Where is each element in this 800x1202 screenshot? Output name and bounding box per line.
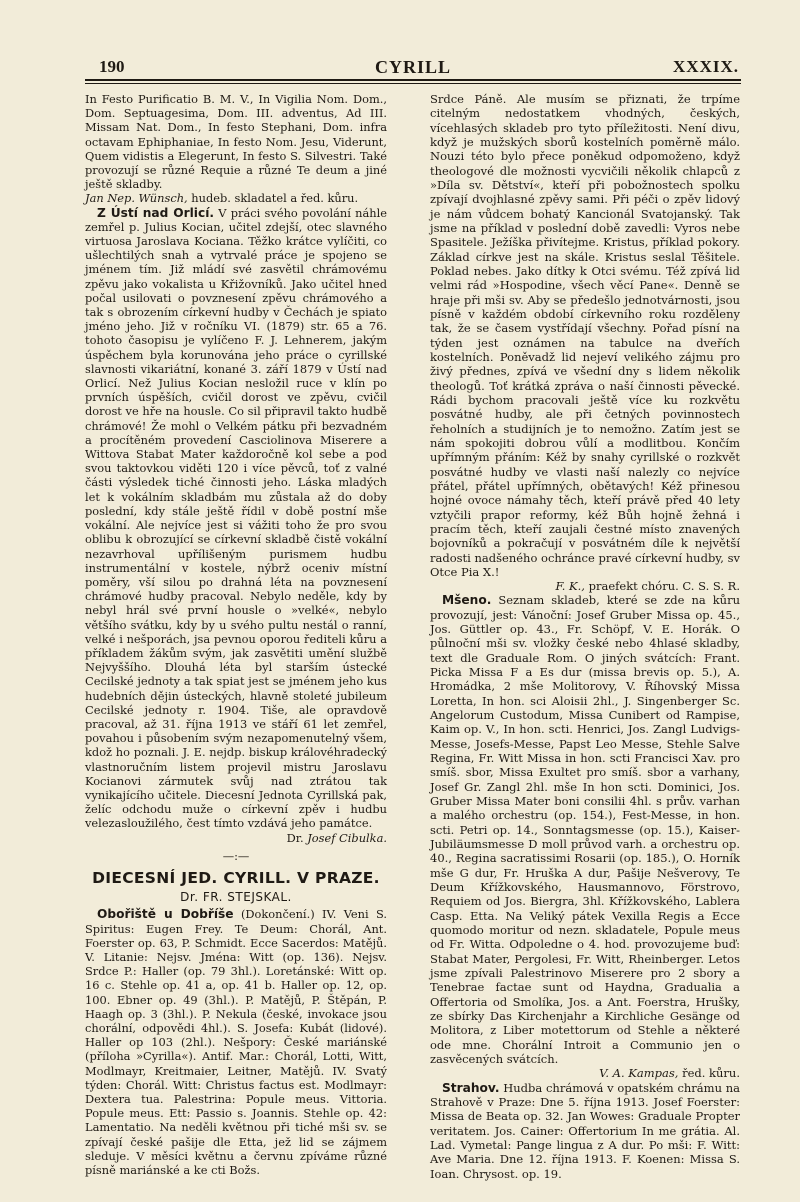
header-rule-thick <box>85 79 741 81</box>
signature-name: Josef Cibulka. <box>307 830 387 845</box>
signature-name: V. A. Kampas, <box>599 1066 679 1081</box>
left-paragraph-2 <box>85 206 387 831</box>
left-signature-2 <box>85 831 387 845</box>
signature-role: hudeb. skladatel a řed. kůru. <box>187 191 359 206</box>
right-paragraph-2 <box>430 593 740 1066</box>
right-signature-2 <box>430 1066 740 1080</box>
report-heading-oboriste: Obořiště u Dobříše <box>97 907 234 922</box>
left-paragraph-1: In Festo Purificatio B. M. V., In Vigilia Nom. Dom., Dom. Septuagesima, Dom. III. adventus, Ad III. Missam Nat. Dom., In festo Stephani, Dom. infra octavam Ephiphaniae, In festo Nom. Jesu, Viderunt, Quem vidistis a Elegerunt, In festo S. Silvestri. Také provozují se různé Requie a různé Te deum a jiné ještě skladby. <box>85 92 387 192</box>
report-text-usti: V práci svého povolání náhle zemřel p. Julius Kocian, učitel zdejší, otec slavného virtuosa Jaroslava Kociana. Těžko krátce vylíčiti, co ušlechtilých snah a vytrvalé práce je spojeno se jménem tím. Již mládí své zasvětil chrámovému zpěvu jako vokalista u Křižovníků. Jako učitel hned počal usilovati o povznesení zpěvu chrámového a tak s obrozením církevní hudby v Čechách je spiato jméno jeho. Již v ročníku VI. (1879) str. 65 a 76. tohoto časopisu je vylíčeno F. J. Lehnerem, jakým úspěchem byla korunována jeho práce o cyrillské slavnosti vikariátní, konané 3. září 1879 v Ústí nad Orlicí. Než Julius Kocian nesložil ruce v klín po prvních úspěších, cvičil dorost ve zpěvu, cvičil dorost ve hře na housle. Co sil připravil takto hudbě chrámové! Že mohl o Velkém pátku při bezvadném a procítěném provedení Casciolinova Miserere a Wittova Stabat Mater každoročně kol sebe a pod svou taktovkou viděti 120 i více pěvců, toť z valné části výsledek tiché činnosti jeho. Láska mladých let k vokálním skladbám mu zůstala až do doby poslední, kdy stále ještě řídil v době postní mše vokální. Ale nejvíce jest si vážiti toho že pro svou oblibu k obrozující se církevní skladbě čistě vokální nezavrhoval upřílišeným purismem hudbu instrumentální v kostele, nýbrž oceniv místní poměry, vší silou po drahná léta na povznesení chrámové hudby pracoval. Nebylo neděle, kdy by nebyl hrál své první housle o »velké«, nebylo většího svátku, kdy by u svého pultu nestál o ranní, velké i nešporách, jsa pevnou oporou řediteli kůru a příkladem žákům svým, jak zasvětiti umění službě Nejvyššího. Dlouhá léta byl starším ústecké Cecilské jednoty a tak spiat jest se jménem jeho kus hudebních dějin ústeckých, hlavně stoleté jubileum Cecilské jednoty r. 1904. Tiše, ale opravdově pracoval, až 31. října 1913 ve stáří 61 let zemřel, povahou i působením svým nezapomenutelný všem, kdož ho poznali. J. E. nejdp. biskup královéhradecký vlastnoručním listem projevil mistru Jaroslavu Kocianovi zármutek svůj nad ztrátou tak vynikajícího učitele. Diecesní Jednota Cyrillská pak, želíc odchodu muže o církevní zpěv i hudbu velezasloužilého, čest tímto vzdává jeho památce. <box>85 205 387 831</box>
report-text-mseno: Seznam skladeb, které se zde na kůru provozují, jest: Vánoční: Josef Gruber Missa op. 45., Jos. Güttler op. 43., Fr. Schöpf, V. E. Horák. O půlnoční mši sv. vložky české nebo 4hlasé skladby, text dle Graduale Rom. O jiných svátcích: Frant. Picka Missa F a Es dur (missa brevis op. 5.), A. Hromádka, 2 mše Molitorovy, V. Říhovský Missa Loretta, In hon. sci Aloisii 2hl., J. Singenberger Sc. Angelorum Custodum, Missa Cunibert od Rampise, Kaim op. V., In hon. scti. Henrici, Jos. Zangl Ludvigs-Messe, Josefs-Messe, Papst Leo Messe, Stehle Salve Regina, Fr. Witt Missa in hon. scti Francisci Xav. pro smíš. sbor, Missa Exultet pro smíš. sbor a varhany, Josef Gr. Zangl 2hl. mše In hon scti. Dominici, Jos. Gruber Missa Mater boni consilii 4hl. s prův. varhan a malého orchestru (op. 154.), Fest-Messe, in hon. scti. Petri op. 14., Sonntagsmesse (op. 15.), Kaiser-Jubiläumsmesse D moll průvod varh. a orchestru op. 40., Regina sacratissimi Rosarii (op. 185.), O. Horník mše G dur, Fr. Hruška A dur, Pašije Nešverovy, Te Deum Křížkovského, Hausmannovo, Förstrovo, Requiem od Jos. Biergra, 3hl. Křížkovského, Lablera Casp. Etta. Na Veliký pátek Vexilla Regis a Ecce quomodo moritur od nezn. skladatele, Popule meus od Fr. Witta. Odpoledne o 4. hod. provozujeme buď: Stabat Mater, Pergolesi, Fr. Witt, Rheinberger. Letos jsme zpívali Palestrinovo Miserere pro 2 sbory a Tenebrae factae sunt od Haydna, Gradualia a Offertoria od Smolíka, Jos. a Ant. Foerstra, Hrušky, ze sbírky Das Kirchenjahr a Kirchliche Gesänge od Molitora, z Liber motettorum od Stehle a některé ode mne. Chorální Introit a Communio jen o zasvěcených svátcích. <box>430 593 740 1066</box>
left-column <box>85 92 387 1177</box>
section-title: DIECESNÍ JED. CYRILL. V PRAZE. <box>92 868 380 887</box>
page-header <box>85 57 741 79</box>
section-author: Dr. FR. STEJSKAL. <box>180 890 292 905</box>
report-heading-mseno: Mšeno. <box>442 593 492 608</box>
report-text-strahov: Hudba chrámová v opatském chrámu na Strahově v Praze: Dne 5. října 1913. Josef Foerster: Missa de Beata op. 32. Jan Wowes: Graduale Propter veritatem. Jos. Cainer: Offertorium In me grátia. Al. Lad. Vymetal: Pange lingua z A dur. Po mši: F. Witt: Ave Maria. Dne 12. října 1913. F. Koenen: Missa S. Ioan. Chrysost. op. 19. <box>430 1080 740 1181</box>
signature-name: F. K., <box>555 579 585 594</box>
right-column <box>430 92 740 1181</box>
left-paragraph-3 <box>85 907 387 1177</box>
signature-name: Jan Nep. Wünsch, <box>85 191 188 206</box>
right-signature-1 <box>430 579 740 593</box>
report-heading-strahov: Strahov. <box>442 1080 500 1095</box>
left-signature-1 <box>85 191 387 205</box>
header-rule-thin <box>85 83 741 84</box>
signature-prefix: Dr. <box>286 830 308 845</box>
section-separator: —:— <box>222 848 250 863</box>
journal-title: CYRILL <box>374 57 451 77</box>
signature-role: řed. kůru. <box>678 1066 740 1081</box>
page-number: 190 <box>99 57 125 76</box>
report-text-oboriste: (Dokončení.) IV. Veni S. Spiritus: Eugen Frey. Te Deum: Chorál, Ant. Foerster op. 63, P. Schmidt. Ecce Sacerdos: Matějů. V. Litanie: Nejsv. Jména: Witt (op. 136). Nejsv. Srdce P.: Haller (op. 79 3hl.). Loretánské: Witt op. 16 c. Stehle op. 41 a, op. 41 b. Haller op. 12, op. 100. Ebner op. 49 (3hl.). P. Matějů, P. Štěpán, P. Haagh op. 3 (3hl.). P. Nekula (české, invokace jsou chorální, odpovědi 4hl.). S. Josefa: Kubát (lidové). Haller op 103 (2hl.). Nešpory: České mariánské (příloha »Cyrilla«). Antif. Mar.: Chorál, Lotti, Witt, Modlmayr, Kreitmaier, Leitner, Matějů. IV. Svatý týden: Chorál. Witt: Christus factus est. Modlmayr: Dextera tua. Palestrina: Popule meus. Vittoria. Popule meus. Ett: Passio s. Joannis. Stehle op. 42: Lamentatio. Na neděli květnou při tiché mši sv. se zpívají české pašije dle Etta, jež lid se zájmem sleduje. V měsíci květnu a červnu zpíváme různé písně mariánské a ke cti Božs. <box>85 907 388 1178</box>
report-heading-usti: Z Ústí nad Orlicí. <box>97 205 215 220</box>
right-paragraph-3 <box>430 1081 740 1181</box>
right-paragraph-1: Srdce Páně. Ale musím se přiznati, že trpíme citelným nedostatkem vhodných, českých, vícehlasých skladeb pro tyto příležitosti. Není divu, když je mužských sborů kostelních poměrně málo. Nouzi této bylo přece poněkud odpomoženo, když theologové dle možnosti vycvičili několik chlapců z »Díla sv. Dětství«, kteří při pobožnostech spolku zpívají dvojhlasné zpěvy sami. Při péči o zpěv lidový je nám vůdcem bohatý Kancionál Svatojanský. Tak jsme na příklad v poslední době zavedli: Vyros nebe Spasitele. Ježíška přivítejme. Kristus, příklad pokory. Základ církve jest na skále. Kristus seslal Těšitele. Poklad nebes. Jako dítky k Otci svému. Též zpívá lid velmi rád »Hospodine, všech věcí Pane«. Denně se hraje při mši sv. Aby se předešlo jednotvárnosti, jsou písně v každém období církevního roku rozděleny tak, že se časem vystřídají všechny. Pořad písní na týden jest oznámen na tabulce na dveřích kostelních. Poněvadž lid nejeví velikého zájmu pro živý přednes, zpívá ve všední dny s lidem několik theologů. Toť krátká zpráva o naší činnosti pěvecké. Rádi bychom pracovali ještě více ku rozkvětu posvátné hudby, ale při četných povinnostech řeholních a studijních je to nemožno. Zatím jest se nám spokojiti dobrou vůlí a modlitbou. Končím upřímným přáním: Kéž by snahy cyrillské o rozkvět posvátné hudby ve vlasti naší nalezly co nejvíce přátel, přátel upřímných, obětavých! Kéž přinesou hojné ovoce námahy těch, kteří právě před 40 lety vztyčili prapor reformy, kéž Bůh hojně žehná i pracím těch, kteří zaujali čestné místo znavených bojovníků a pokračují v posvátném díle k největší radosti nadšeného ochránce pravé církevní hudby, sv Otce Pia X.! <box>430 92 740 579</box>
signature-role: praefekt chóru. C. S. S. R. <box>584 579 740 594</box>
volume-number: XXXIX. <box>673 57 739 76</box>
